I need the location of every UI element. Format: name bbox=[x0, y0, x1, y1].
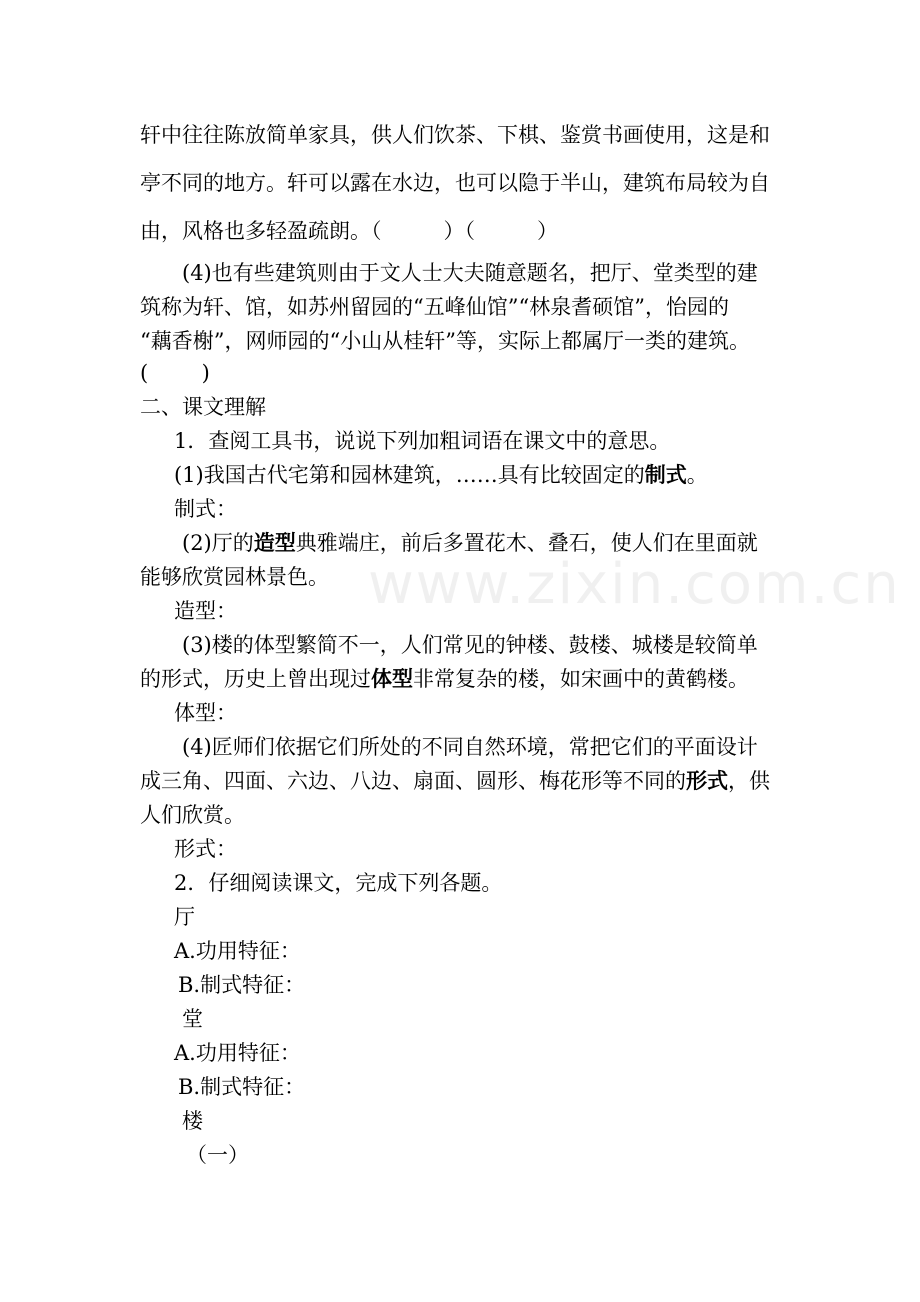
text-line: 筑称为轩、馆，如苏州留园的“五峰仙馆”“林泉耆硕馆”，怡园的 bbox=[140, 295, 729, 319]
text-line: 亭不同的地方。轩可以露在水边，也可以隐于半山，建筑布局较为自 bbox=[140, 171, 770, 195]
question-1-2: (2)厅的造型典雅端庄，前后多置花木、叠石，使人们在里面就 bbox=[182, 531, 758, 555]
answer-label: 体型： bbox=[174, 701, 237, 725]
text-line: (4)也有些建筑则由于文人士大夫随意题名，把厅、堂类型的建 bbox=[182, 261, 758, 285]
text-line: 能够欣赏园林景色。 bbox=[140, 565, 329, 589]
hall-heading: 厅 bbox=[174, 905, 195, 929]
text-line: “藕香榭”，网师园的“小山从桂轩”等，实际上都属厅一类的建筑。 bbox=[140, 329, 750, 353]
answer-paren-close: ） bbox=[537, 219, 558, 243]
question-1-1: (1)我国古代宅第和园林建筑，……具有比较固定的制式。 bbox=[174, 463, 708, 487]
watermark: www.zixin.com.cn bbox=[368, 552, 901, 617]
question-1-3: (3)楼的体型繁简不一，人们常见的钟楼、鼓楼、城楼是较简单 bbox=[182, 633, 758, 657]
answer-label: B.制式特征： bbox=[178, 973, 306, 997]
question-1-4: (4)匠师们依据它们所处的不同自然环境，常把它们的平面设计 bbox=[182, 735, 758, 759]
text-line: 由，风格也多轻盈疏朗。（ ）（ ） bbox=[140, 219, 558, 243]
answer-paren-open: （ bbox=[464, 219, 475, 243]
bold-term: 造型 bbox=[253, 531, 296, 555]
text-line: 轩中往往陈放简单家具，供人们饮茶、下棋、鉴赏书画使用，这是和 bbox=[140, 123, 770, 147]
answer-label: 造型： bbox=[174, 599, 237, 623]
question-2: 2．仔细阅读课文，完成下列各题。 bbox=[174, 871, 503, 895]
question-1: 1．查阅工具书，说说下列加粗词语在课文中的意思。 bbox=[174, 429, 671, 453]
text-line: 成三角、四面、六边、八边、扇面、圆形、梅花形等不同的形式，供 bbox=[140, 769, 770, 793]
text-line: 人们欣赏。 bbox=[140, 803, 245, 827]
lou-heading: 楼 bbox=[182, 1109, 203, 1133]
answer-label: 形式： bbox=[174, 837, 237, 861]
subsection-label: （一） bbox=[186, 1143, 249, 1167]
answer-paren-open: （ bbox=[371, 219, 382, 243]
answer-label: A.功用特征： bbox=[174, 939, 301, 963]
text-line: 的形式，历史上曾出现过体型非常复杂的楼，如宋画中的黄鹤楼。 bbox=[140, 667, 749, 691]
answer-paren-close: ） bbox=[443, 219, 465, 243]
section-heading: 二、课文理解 bbox=[140, 395, 266, 419]
bold-term: 体型 bbox=[371, 667, 413, 691]
bold-term: 制式 bbox=[644, 463, 687, 487]
answer-label: B.制式特征： bbox=[178, 1075, 306, 1099]
tang-heading: 堂 bbox=[182, 1007, 203, 1031]
bold-term: 形式 bbox=[686, 769, 728, 793]
answer-label: A.功用特征： bbox=[174, 1041, 301, 1065]
answer-paren[interactable]: ( ) bbox=[140, 361, 210, 385]
answer-label: 制式： bbox=[174, 497, 237, 521]
